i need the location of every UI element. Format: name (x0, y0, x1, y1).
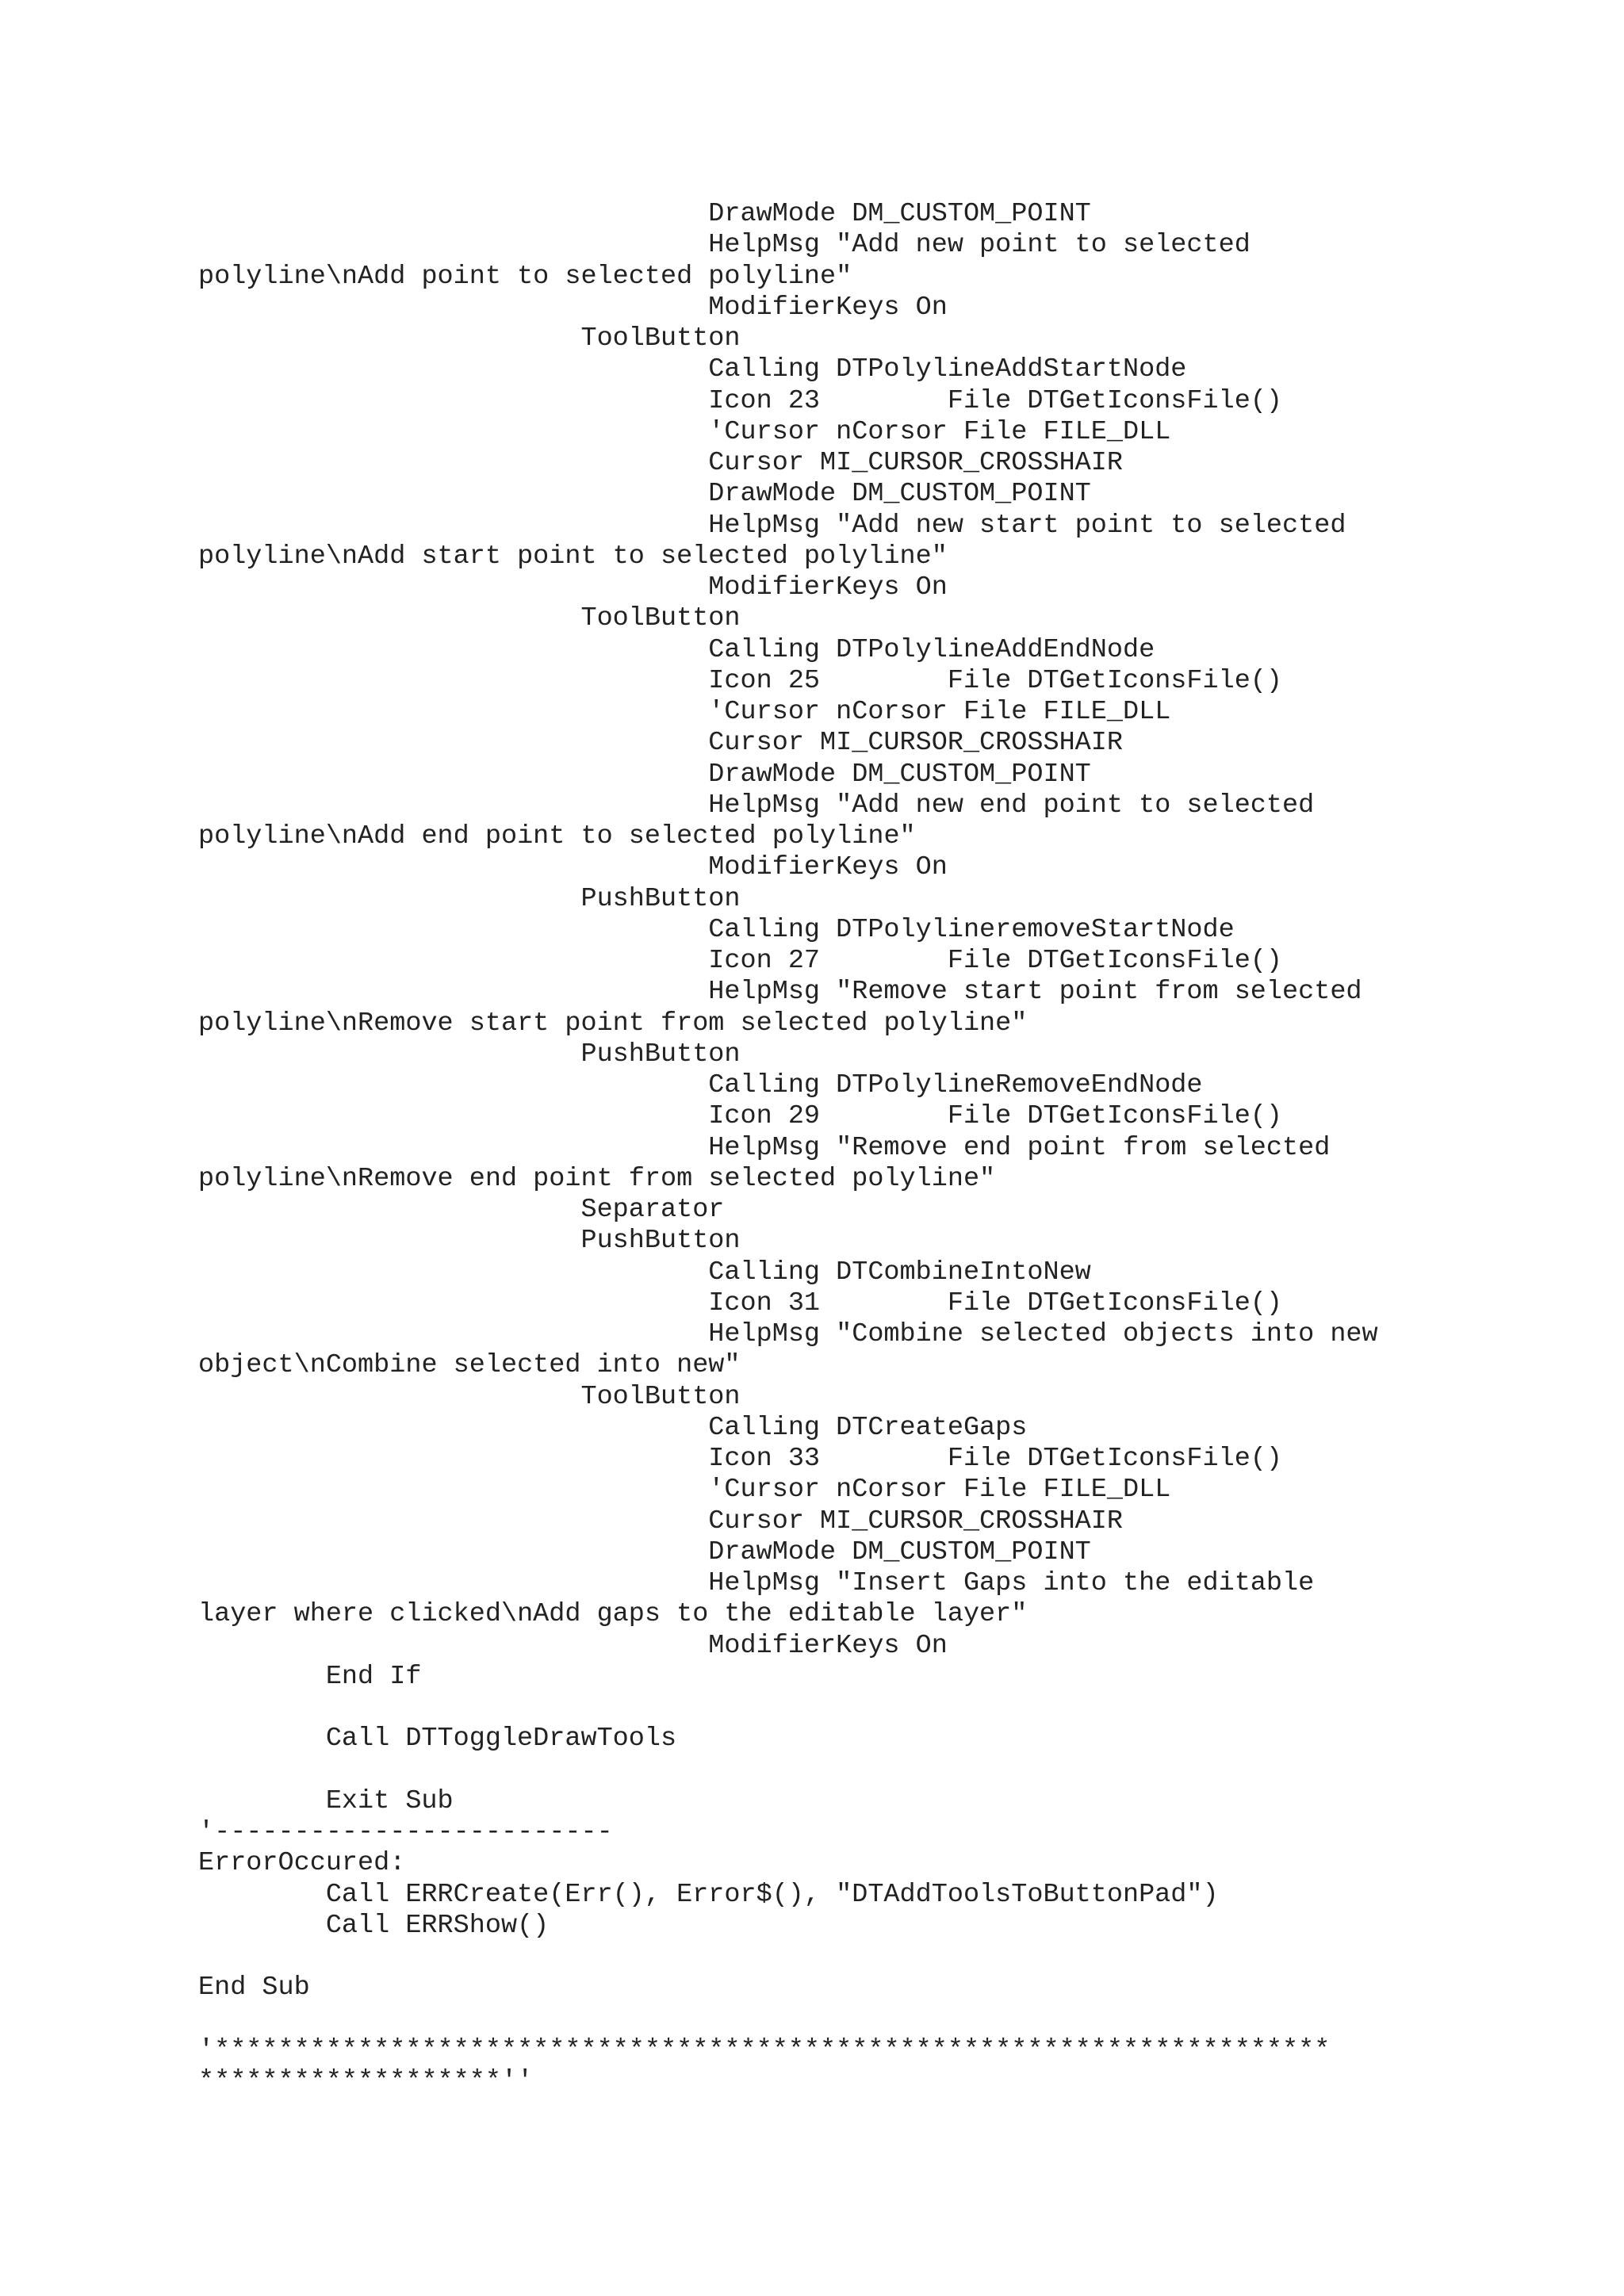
code-line-text: HelpMsg "Remove start point from selected (708, 977, 1362, 1008)
code-line (198, 1039, 1618, 1070)
code-line (198, 354, 1618, 385)
code-line (198, 1413, 1618, 1444)
code-line-text: *******************'' (198, 2066, 534, 2096)
code-line-text: polyline\nRemove start point from selected polyline" (198, 1008, 1028, 1039)
code-line-text: 'Cursor nCorsor File FILE_DLL (708, 1475, 1171, 1506)
code-line (198, 479, 1618, 510)
code-line (198, 915, 1618, 946)
code-line (198, 1880, 1618, 1911)
code-line (198, 697, 1618, 728)
code-line-text: DrawMode DM_CUSTOM_POINT (708, 479, 1091, 510)
code-line (198, 1537, 1618, 1568)
code-line (198, 760, 1618, 790)
code-line-text: Calling DTCombineIntoNew (708, 1257, 1091, 1288)
code-line (198, 1942, 1618, 1973)
code-line-text: HelpMsg "Remove end point from selected (708, 1132, 1331, 1163)
code-line-text: layer where clicked\nAdd gaps to the editable layer" (198, 1599, 1028, 1630)
code-line (198, 790, 1618, 821)
code-line (198, 1911, 1618, 1942)
code-line-text: polyline\nAdd end point to selected polyline" (198, 821, 916, 851)
code-line (198, 946, 1618, 977)
code-line (198, 2035, 1618, 2066)
code-line-text: PushButton (580, 1226, 741, 1257)
code-line-text: HelpMsg "Combine selected objects into new (708, 1319, 1378, 1349)
code-line-text: ModifierKeys On (708, 292, 948, 323)
code-line-text: ToolButton (580, 603, 741, 634)
code-line-text: Icon 25 File DTGetIconsFile() (708, 665, 1283, 696)
code-line (198, 603, 1618, 634)
code-line (198, 1568, 1618, 1599)
code-line (198, 1226, 1618, 1257)
code-line-text: ModifierKeys On (708, 572, 948, 603)
code-line-text: 'Cursor nCorsor File FILE_DLL (708, 416, 1171, 447)
code-line-text: Calling DTCreateGaps (708, 1412, 1028, 1443)
code-line-text: ModifierKeys On (708, 852, 948, 883)
code-line-text: polyline\nAdd point to selected polyline" (198, 261, 852, 292)
code-line (198, 323, 1618, 354)
code-line (198, 884, 1618, 915)
code-line-text: End If (325, 1661, 422, 1692)
code-line-text: Call ERRCreate(Err(), Error$(), "DTAddToolsToButtonPad") (325, 1879, 1219, 1910)
code-line (198, 1382, 1618, 1413)
code-line (198, 1164, 1618, 1195)
code-line (198, 1288, 1618, 1319)
code-line (198, 1101, 1618, 1132)
code-line (198, 1506, 1618, 1537)
code-line-text: PushButton (580, 1039, 741, 1070)
code-line-text: Call ERRShow() (325, 1910, 550, 1941)
code-line-text: ToolButton (580, 1381, 741, 1412)
code-line-text: PushButton (580, 883, 741, 914)
code-line (198, 199, 1618, 230)
code-line (198, 728, 1618, 759)
code-line-text: Calling DTPolylineAddStartNode (708, 354, 1187, 385)
code-line (198, 1599, 1618, 1630)
code-line-text: Icon 33 File DTGetIconsFile() (708, 1444, 1283, 1474)
code-line (198, 572, 1618, 603)
code-line (198, 293, 1618, 323)
code-line-text: DrawMode DM_CUSTOM_POINT (708, 759, 1091, 790)
code-listing (198, 199, 1618, 2097)
code-line-text: Cursor MI_CURSOR_CROSSHAIR (708, 448, 1123, 478)
code-line (198, 1786, 1618, 1817)
code-line-text: Icon 27 File DTGetIconsFile() (708, 946, 1283, 976)
code-line (198, 852, 1618, 883)
code-line (198, 977, 1618, 1008)
code-line-text: 'Cursor nCorsor File FILE_DLL (708, 697, 1171, 727)
code-line-text: Call DTToggleDrawTools (325, 1724, 677, 1755)
code-line-text: HelpMsg "Add new start point to selected (708, 510, 1346, 541)
code-line (198, 417, 1618, 448)
code-line-text: DrawMode DM_CUSTOM_POINT (708, 199, 1091, 229)
code-line (198, 262, 1618, 293)
code-line (198, 1662, 1618, 1693)
code-line-text: '------------------------- (198, 1817, 613, 1847)
code-line (198, 1133, 1618, 1164)
code-line (198, 1693, 1618, 1724)
code-line (198, 1755, 1618, 1786)
code-line-text: Calling DTPolylineRemoveEndNode (708, 1070, 1203, 1100)
code-line (198, 1724, 1618, 1755)
code-line (198, 2004, 1618, 2035)
code-line (198, 1475, 1618, 1506)
code-line (198, 1817, 1618, 1848)
code-line (198, 386, 1618, 417)
code-line (198, 1444, 1618, 1475)
code-line-text: polyline\nRemove end point from selected polyline" (198, 1163, 996, 1194)
code-line (198, 1350, 1618, 1381)
code-line-text: ToolButton (580, 323, 741, 354)
code-line (198, 2066, 1618, 2097)
code-line-text: HelpMsg "Add new end point to selected (708, 790, 1315, 821)
code-line-text: Icon 31 File DTGetIconsFile() (708, 1288, 1283, 1318)
code-line-text: DrawMode DM_CUSTOM_POINT (708, 1536, 1091, 1567)
code-line-text: End Sub (198, 1973, 310, 2003)
code-line-text: Icon 29 File DTGetIconsFile() (708, 1101, 1283, 1132)
code-line (198, 821, 1618, 852)
code-line-text: ModifierKeys On (708, 1630, 948, 1661)
code-line (198, 1257, 1618, 1288)
code-line-text: HelpMsg "Insert Gaps into the editable (708, 1568, 1315, 1598)
code-line-text: polyline\nAdd start point to selected polyline" (198, 541, 948, 572)
code-line (198, 635, 1618, 666)
code-line-text: Exit Sub (325, 1785, 454, 1816)
code-line-text: Calling DTPolylineremoveStartNode (708, 914, 1235, 945)
code-line-text: Cursor MI_CURSOR_CROSSHAIR (708, 1506, 1123, 1536)
code-line-text: Icon 23 File DTGetIconsFile() (708, 385, 1283, 416)
code-line-text: ErrorOccured: (198, 1848, 406, 1879)
code-line-text: Separator (580, 1195, 725, 1225)
code-line (198, 1008, 1618, 1039)
code-line (198, 511, 1618, 541)
code-line (198, 1848, 1618, 1879)
code-line (198, 666, 1618, 697)
code-line (198, 1070, 1618, 1101)
code-line-text: Calling DTPolylineAddEndNode (708, 634, 1155, 665)
code-line (198, 230, 1618, 261)
code-line-text: Cursor MI_CURSOR_CROSSHAIR (708, 728, 1123, 759)
code-line (198, 448, 1618, 479)
code-line (198, 1319, 1618, 1350)
code-line (198, 1631, 1618, 1662)
code-line (198, 1195, 1618, 1226)
code-line (198, 541, 1618, 572)
code-line (198, 1973, 1618, 2003)
code-line-text: HelpMsg "Add new point to selected (708, 230, 1251, 261)
code-line-text: '********************************************************************** (198, 2034, 1331, 2065)
code-line-text: object\nCombine selected into new" (198, 1350, 741, 1381)
